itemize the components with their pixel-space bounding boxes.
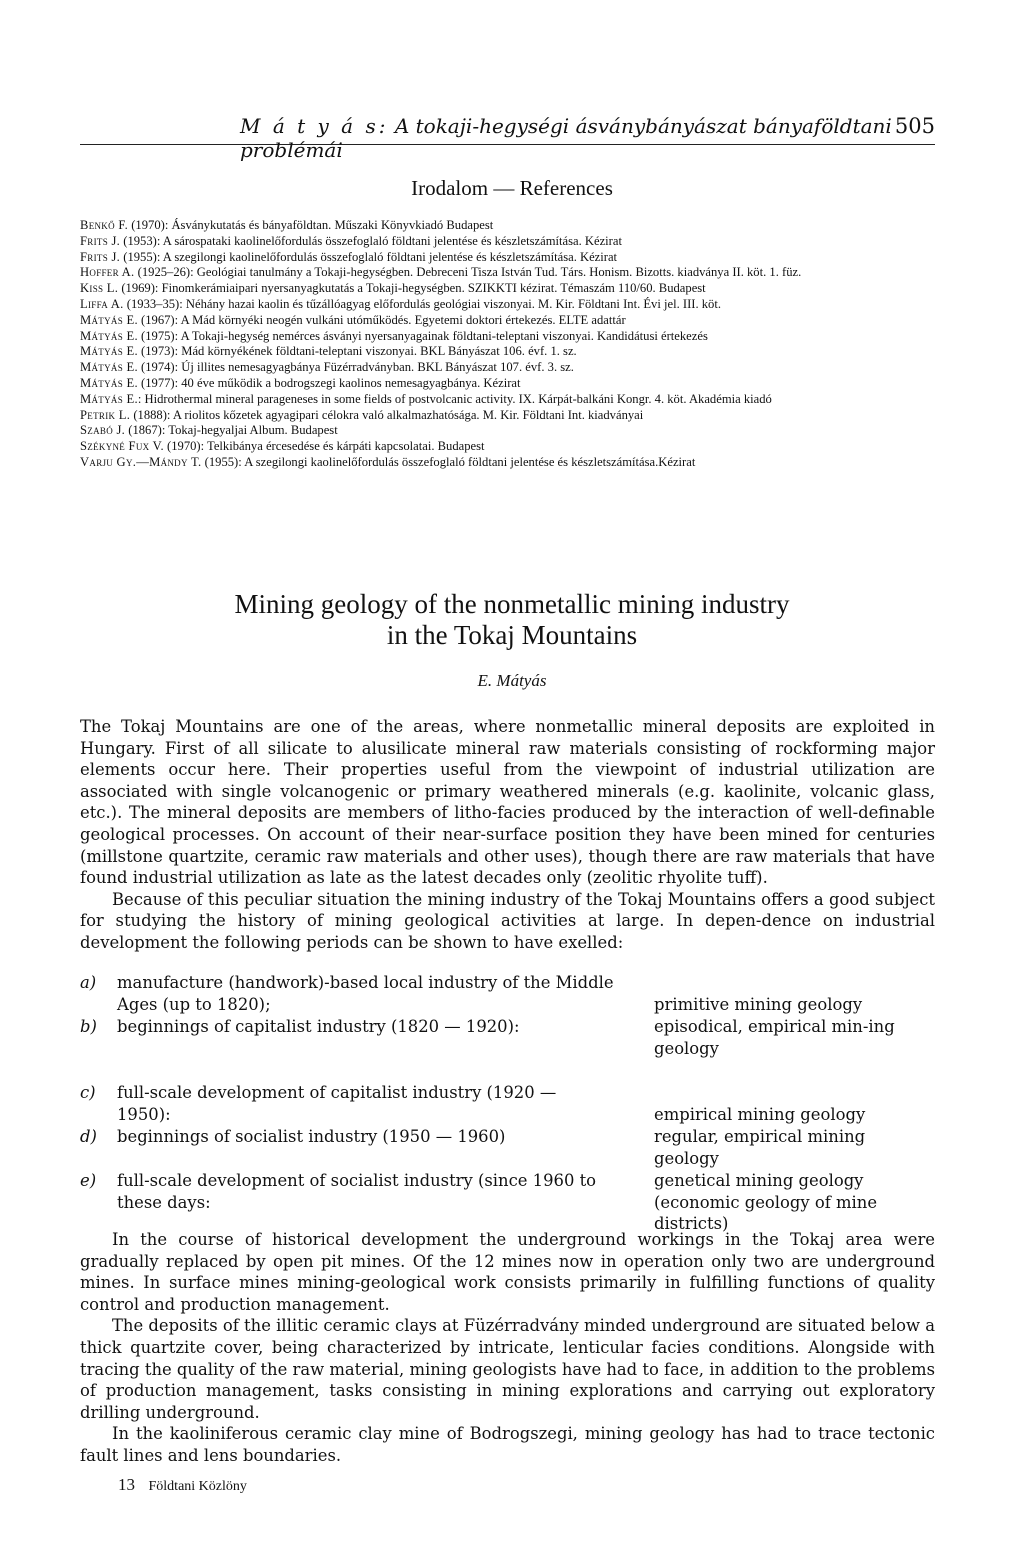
- reference-item: [80, 455, 950, 471]
- reference-item: [80, 344, 950, 360]
- reference-item: [80, 329, 950, 345]
- reference-text: (1974): Új illites nemesagyagbánya Füzérradványban. BKL Bányászat 107. évf. 3. sz.: [137, 360, 574, 375]
- reference-author: Szabó J.: [80, 423, 126, 438]
- reference-text: (1953): A sárospataki kaolinelőfordulás összefoglaló földtani jelentése és készletszámítása. Kézirat: [120, 233, 622, 248]
- reference-item: [80, 218, 950, 234]
- page-footer: [118, 1475, 247, 1495]
- paragraph: Because of this peculiar situation the mining industry of the Tokaj Mountains offers a good subject for studying the history of mining geological activities at large. In depen-dence on industrial development the following periods can be shown to have exelled:: [80, 889, 935, 952]
- period-label: e): [80, 1171, 97, 1190]
- paragraph: The Tokaj Mountains are one of the areas, where nonmetallic mineral deposits are exploited in Hungary. First of all silicate to alusilicate mineral raw materials consisting of rockforming major elements occur here. Their properties useful from the viewpoint of industrial utilization are associated with single volcanogenic or primary weathered minerals (e.g. kaolinite, volcanic glass, etc.). The mineral deposits are members of litho-facies produced by the interaction of well-definable geological processes. On account of their near-surface position they have been mined for centuries (millstone quartzite, ceramic raw materials and other uses), though there are raw materials that have found industrial utilization as late as the latest decades only (zeolitic rhyolite tuff).: [80, 717, 935, 888]
- running-header: [80, 114, 935, 162]
- reference-text: (1967): A Mád környéki neogén vulkáni utóműködés. Egyetemi doktori értekezés. ELTE adattár: [137, 312, 626, 327]
- reference-item: [80, 250, 950, 266]
- periods-list: [80, 972, 940, 1236]
- reference-text: (1977): 40 éve működik a bodrogszegi kaolinos nemesagyagbánya. Kézirat: [137, 375, 521, 390]
- reference-item: [80, 313, 950, 329]
- reference-author: Varju Gy.—Mándy T.: [80, 454, 202, 469]
- reference-author: Kiss L.: [80, 281, 119, 296]
- period-label: a): [80, 973, 97, 992]
- reference-item: [80, 376, 950, 392]
- reference-item: [80, 439, 950, 455]
- reference-author: Mátyás E.: [80, 344, 138, 359]
- period-label: c): [80, 1083, 96, 1102]
- reference-author: Frits J.: [80, 233, 121, 248]
- reference-item: [80, 297, 950, 313]
- period-text: full-scale development of capitalist industry (1920 — 1950):: [117, 1083, 557, 1124]
- reference-item: [80, 234, 950, 250]
- reference-text: (1955): A szegilongi kaolinelőfordulás összefoglaló földtani jelentése és készletszámítása.Kézirat: [201, 454, 696, 469]
- article-title: [0, 589, 1024, 651]
- reference-item: [80, 265, 950, 281]
- period-geology: primitive mining geology: [654, 995, 863, 1014]
- article-author: E. Mátyás: [477, 671, 547, 690]
- reference-item: [80, 281, 950, 297]
- reference-item: [80, 408, 950, 424]
- period-geology: regular, empirical mining geology: [654, 1127, 866, 1168]
- header-title: A tokaji-hegységi ásványbányászat bányaföldtani problémái: [240, 114, 892, 162]
- reference-text: (1925–26): Geológiai tanulmány a Tokaji-hegységben. Debreceni Tisza István Tud. Társ. Honism. Bizotts. kiadványa II. köt. 1. füz.: [134, 265, 802, 280]
- reference-author: Székyné Fux V.: [80, 439, 164, 454]
- running-title: [240, 114, 935, 162]
- period-geology: empirical mining geology: [654, 1105, 866, 1124]
- paragraph: The deposits of the illitic ceramic clays at Füzérradvány minded underground are situated below a thick quartzite cover, being characterized by intricate, lenticular facies conditions. Alongside with tracing the quality of the raw material, mining geologists have had to face, in addition to the problems of production management, tasks consisting in mining explorations and carrying out exploratory drilling underground.: [80, 1316, 935, 1422]
- journal-name: Földtani Közlöny: [148, 1479, 247, 1494]
- reference-author: Mátyás E.: [80, 328, 138, 343]
- reference-text: (1955): A szegilongi kaolinelőfordulás összefoglaló földtani jelentése és készletszámítása. Kézirat: [120, 249, 618, 264]
- reference-author: Petrik L.: [80, 407, 131, 422]
- period-row: [80, 1170, 940, 1236]
- period-geology: episodical, empirical min-ing geology: [654, 1017, 895, 1058]
- reference-text: : Hidrothermal mineral parageneses in some fields of postvolcanic activity. IX. Kárpát-balkáni Kongr. 4. köt. Akadémia kiadó: [137, 391, 772, 406]
- period-row: [80, 1082, 940, 1126]
- reference-text: (1970): Ásványkutatás és bányaföldtan. Műszaki Könyvkiadó Budapest: [128, 218, 494, 232]
- period-text: beginnings of capitalist industry (1820 — 1920):: [117, 1017, 520, 1036]
- reference-item: [80, 392, 950, 408]
- references-heading: Irodalom — References: [411, 176, 613, 200]
- reference-author: Liffa A.: [80, 296, 124, 311]
- reference-author: Mátyás E.: [80, 360, 138, 375]
- reference-text: (1933–35): Néhány hazai kaolin és tűzállóagyag előfordulás geológiai viszonyai. M. Kir. Földtani Int. Évi jel. III. köt.: [123, 296, 722, 311]
- period-row: [80, 1126, 940, 1170]
- reference-text: (1888): A riolitos kőzetek agyagipari célokra való alkalmazhatósága. M. Kir. Földtani Int. kiadványai: [130, 407, 644, 422]
- article-body-bottom: [80, 1229, 935, 1467]
- paragraph: In the kaoliniferous ceramic clay mine of Bodrogszegi, mining geology has had to trace tectonic fault lines and lens boundaries.: [80, 1424, 935, 1465]
- reference-author: Hoffer A.: [80, 265, 135, 280]
- header-author: M á t y á s:: [240, 114, 389, 138]
- reference-author: Benkő F.: [80, 218, 129, 232]
- period-row: [80, 972, 940, 1016]
- reference-author: Mátyás E.: [80, 375, 138, 390]
- period-text: manufacture (handwork)-based local industry of the Middle Ages (up to 1820);: [117, 973, 614, 1014]
- reference-author: Frits J.: [80, 249, 121, 264]
- reference-author: Mátyás E.: [80, 312, 138, 327]
- article-title-line-2: in the Tokaj Mountains: [386, 620, 638, 650]
- paragraph: In the course of historical development the underground workings in the Tokaj area were gradually replaced by open pit mines. Of the 12 mines now in operation only two are underground mines. In surface mines mining-geological work consists primarily in fulfilling functions of quality control and production management.: [80, 1230, 935, 1314]
- sheet-number: 13: [118, 1475, 135, 1494]
- period-geology: genetical mining geology (economic geology of mine districts): [654, 1171, 878, 1234]
- reference-item: [80, 360, 950, 376]
- reference-text: (1867): Tokaj-hegyaljai Album. Budapest: [125, 423, 338, 438]
- period-text: full-scale development of socialist industry (since 1960 to these days:: [117, 1171, 597, 1212]
- reference-text: (1973): Mád környékének földtani-teleptani viszonyai. BKL Bányászat 106. évf. 1. sz.: [137, 344, 577, 359]
- period-text: beginnings of socialist industry (1950 — 1960): [117, 1127, 506, 1146]
- period-row: [80, 1016, 940, 1082]
- period-label: b): [80, 1017, 97, 1036]
- reference-text: (1969): Finomkerámiaipari nyersanyagkutatás a Tokaji-hegységben. SZIKKTI kézirat. Témaszám 110/60. Budapest: [118, 281, 706, 296]
- reference-text: (1975): A Tokaji-hegység nemérces ásványi nyersanyagainak földtani-teleptani viszonyai. Kandidátusi értekezés: [137, 328, 708, 343]
- reference-list: [80, 218, 950, 471]
- period-label: d): [80, 1127, 97, 1146]
- reference-item: [80, 423, 950, 439]
- article-title-line-1: Mining geology of the nonmetallic mining industry: [234, 589, 790, 619]
- reference-text: (1970): Telkibánya ércesedése és kárpáti kapcsolatai. Budapest: [163, 439, 485, 454]
- page-number: 505: [894, 114, 935, 138]
- article-body-top: [80, 716, 935, 954]
- reference-author: Mátyás E.: [80, 391, 138, 406]
